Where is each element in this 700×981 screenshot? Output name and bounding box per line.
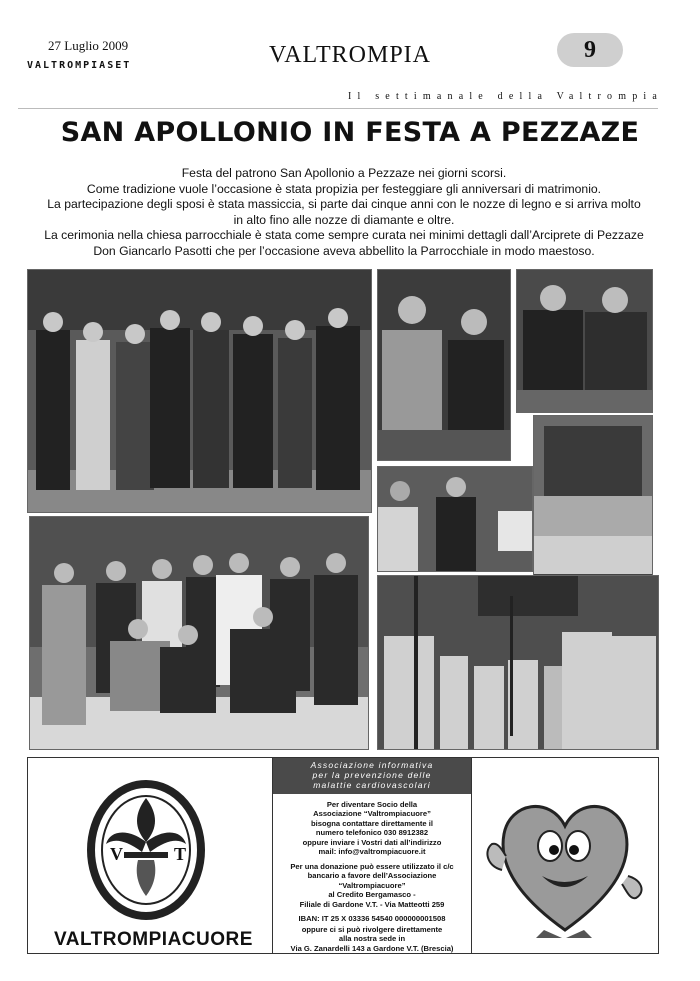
info-line: al Credito Bergamasco - — [328, 890, 416, 900]
ad-info-column — [272, 758, 472, 953]
banner-line: malattie cardiovascolari — [313, 780, 431, 790]
info-line: Via G. Zanardelli 143 a Gardone V.T. (Brescia) — [290, 943, 454, 953]
info-line: Per una donazione può essere utilizzato il c/c — [290, 862, 454, 871]
logo-letter-v: V — [110, 844, 123, 864]
lead-line: La cerimonia nella chiesa parrocchiale è stata come sempre curata nei minimi dettagli dall’Arciprete di Pezzaze — [44, 228, 644, 243]
lead-line: La partecipazione degli sposi è stata massiccia, si parte dai cinque anni con le nozze di legno e si arriva molto — [47, 197, 641, 212]
association-ad — [27, 757, 659, 954]
info-line: mail: info@valtrompiacuore.it — [318, 847, 426, 857]
tagline: Il settimanale della Valtrompia — [348, 91, 664, 102]
article-headline: SAN APOLLONIO IN FESTA A PEZZAZE — [60, 117, 640, 148]
info-line: oppure inviare i Vostri dati all’indirizzo — [302, 837, 442, 847]
couple-photo — [377, 269, 511, 461]
lead-line: Don Giancarlo Pasotti che per l’occasione aveva abbellito la Parrocchiale in modo maestoso. — [93, 243, 595, 258]
address-info — [277, 925, 467, 953]
lead-line: in alto fino alle nozze di diamante e oltre. — [233, 212, 455, 227]
masthead: VALTROMPIA — [268, 42, 432, 68]
info-line: oppure ci si può rivolgere direttamente — [301, 925, 443, 934]
logo-letter-t: T — [174, 844, 187, 864]
elderly-couple-photo — [516, 269, 653, 413]
article-lead — [24, 166, 664, 260]
info-line: Per diventare Socio della — [326, 800, 418, 809]
procession-photo — [377, 575, 659, 750]
page-number: 9 — [557, 33, 623, 67]
volunteers-group-photo — [29, 516, 369, 750]
ad-banner — [273, 758, 471, 794]
info-line: bancario a favore dell’Associazione — [307, 871, 437, 881]
fleur-de-lis-emblem-icon — [86, 780, 206, 920]
info-line: Associazione “Valtrompiacuore” — [313, 809, 431, 819]
banner-line: per la prevenzione delle — [312, 770, 432, 780]
lead-line: Come tradizione vuole l’occasione è stata propizia per festeggiare gli anniversari di matrimonio. — [86, 181, 602, 196]
heart-mascot-icon — [480, 780, 650, 940]
info-line: Filiale di Gardone V.T. - Via Matteotti 259 — [299, 899, 445, 909]
publication-brand: VALTROMPIASET — [27, 60, 132, 71]
header-rule — [18, 108, 658, 109]
association-name: VALTROMPIACUORE — [54, 929, 253, 950]
reading-photo — [377, 466, 533, 572]
altar-photo — [533, 415, 653, 586]
iban-line: IBAN: IT 25 X 03336 54540 000000001508 — [298, 914, 446, 923]
couples-group-photo — [27, 269, 372, 513]
membership-info — [277, 800, 467, 856]
banner-line: Associazione informativa — [310, 760, 434, 770]
info-line: “Valtrompiacuore” — [338, 880, 406, 890]
info-line: numero telefonico 030 8912382 — [315, 828, 429, 838]
info-line: bisogna contattare direttamente il — [311, 818, 433, 828]
donation-info — [277, 862, 467, 909]
issue-date: 27 Luglio 2009 — [48, 38, 129, 53]
info-line: alla nostra sede in — [338, 934, 406, 944]
lead-line: Festa del patrono San Apollonio a Pezzaze nei giorni scorsi. — [181, 166, 507, 180]
